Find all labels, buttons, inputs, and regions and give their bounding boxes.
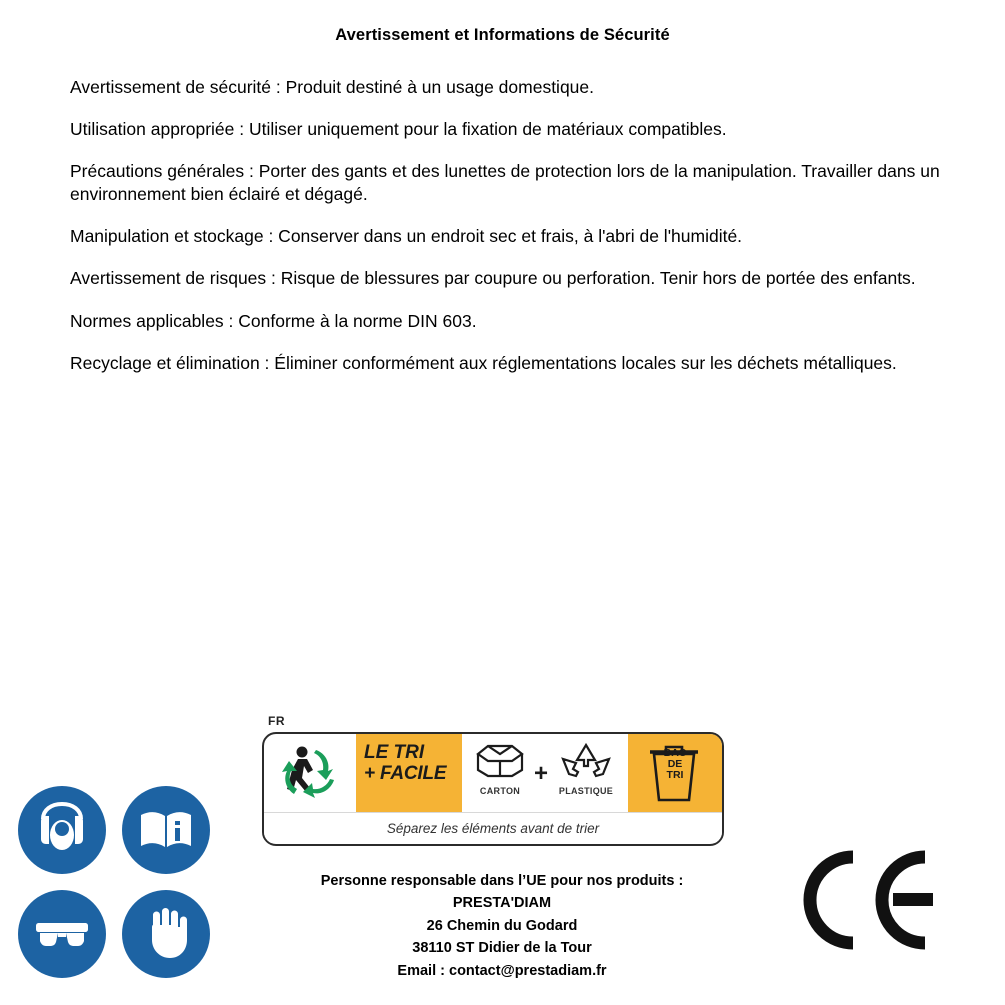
company-city: 38110 ST Didier de la Tour xyxy=(412,940,592,957)
email-label: Email : xyxy=(397,962,445,979)
eye-protection-icon xyxy=(18,890,106,978)
recycling-headline xyxy=(364,742,460,785)
safety-paragraph: Utilisation appropriée : Utiliser uniquement pour la fixation de matériaux compatibles. xyxy=(70,119,727,140)
bin-text-line2: DE xyxy=(667,758,683,771)
plus-sign: + xyxy=(534,760,549,787)
bin-text-line3: TRI xyxy=(666,769,684,782)
safety-paragraph: Avertissement de sécurité : Produit destiné à un usage domestique. xyxy=(70,77,595,97)
company-name: PRESTA'DIAM xyxy=(452,895,552,912)
carton-box-icon xyxy=(470,740,530,780)
mandatory-action-pictograms xyxy=(18,786,214,982)
ear-protection-icon xyxy=(18,786,106,874)
recycling-headline-line1: LE TRI xyxy=(364,742,425,763)
responsible-party-block xyxy=(232,870,772,982)
bin-text-line1: BAC xyxy=(663,747,687,759)
triman-icon xyxy=(272,740,352,806)
safety-paragraph: Normes applicables : Conforme à la norme DIN 603. xyxy=(70,310,477,331)
responsible-party-heading xyxy=(232,870,772,892)
read-manual-icon xyxy=(122,786,210,874)
responsible-party-heading-em: UE xyxy=(526,873,547,889)
recycling-label-frame xyxy=(262,732,724,846)
safety-paragraph: Avertissement de risques : Risque de blessures par coupure ou perforation. Tenir hors de portée des enfants. xyxy=(70,268,916,289)
page-title: Avertissement et Informations de Sécurité xyxy=(335,26,670,44)
hand-protection-icon xyxy=(122,890,210,978)
carton-material xyxy=(468,740,532,796)
recycle-arrows-icon xyxy=(556,740,616,780)
responsible-party-heading-prefix: Personne responsable dans l’ xyxy=(320,873,527,889)
plastique-label: PLASTIQUE xyxy=(558,786,614,796)
recycling-language-tag: FR xyxy=(268,714,285,728)
safety-paragraph: Précautions générales : Porter des gants et des lunettes de protection lors de la manipulation. Travailler dans un environnement bien éclairé et dégagé. xyxy=(70,161,940,205)
recycling-headline-line2: + FACILE xyxy=(364,763,447,785)
safety-paragraph: Manipulation et stockage : Conserver dans un endroit sec et frais, à l'abri de l'humidité. xyxy=(70,226,743,247)
responsible-party-heading-suffix: pour nos produits : xyxy=(546,873,684,889)
company-street: 26 Chemin du Godard xyxy=(426,917,578,934)
email-address[interactable]: contact@prestadiam.fr xyxy=(449,962,607,979)
carton-label: CARTON xyxy=(479,786,521,796)
plastique-material xyxy=(554,740,618,796)
recycling-label xyxy=(262,714,722,844)
bin-text xyxy=(652,748,698,781)
safety-information-body xyxy=(70,76,975,394)
safety-paragraph: Recyclage et élimination : Éliminer conformément aux réglementations locales sur les déchets métalliques. xyxy=(70,352,897,373)
ce-mark-icon xyxy=(797,845,937,955)
recycling-footer-text: Séparez les éléments avant de trier xyxy=(264,812,722,843)
company-email-line xyxy=(232,960,772,982)
